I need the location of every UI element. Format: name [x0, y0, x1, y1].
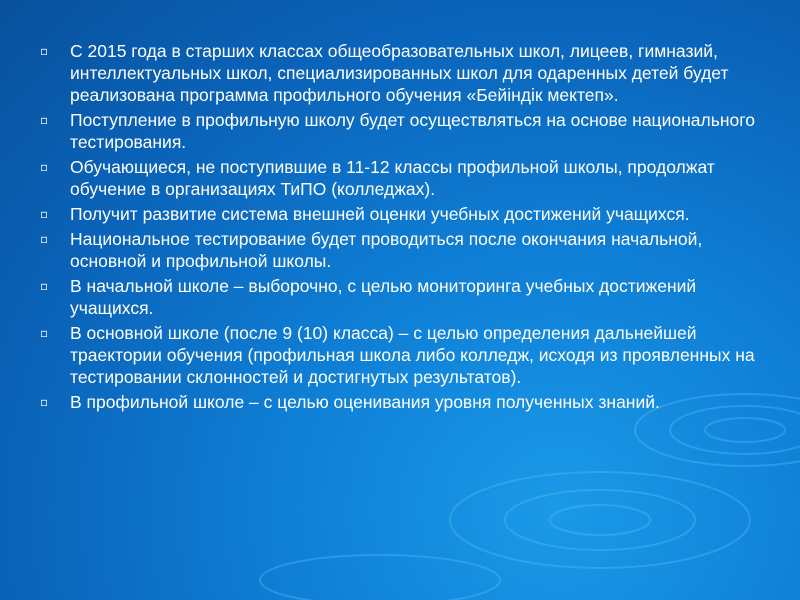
bullet-list: [40, 40, 780, 416]
list-item: ▫ Поступление в профильную школу будет осуществляться на основе национального тестирования.: [40, 110, 755, 152]
bullet-square-icon: ▫: [40, 44, 49, 58]
list-item: ▫ Обучающиеся, не поступившие в 11-12 классы профильной школы, продолжат обучение в организациях ТиПО (колледжах).: [40, 157, 715, 199]
bullet-square-icon: ▫: [40, 160, 49, 174]
bullet-square-icon: ▫: [40, 395, 49, 409]
list-item: ▫ Получит развитие система внешней оценки учебных достижений учащихся.: [40, 204, 690, 224]
bullet-square-icon: ▫: [40, 207, 49, 221]
list-item: ▫ В начальной школе – выборочно, с целью мониторинга учебных достижений учащихся.: [40, 276, 697, 318]
bullet-square-icon: ▫: [40, 232, 49, 246]
list-item: ▫ В основной школе (после 9 (10) класса) – с целью определения дальнейшей траектории обучения (профильная школа либо колледж, исходя из проявленных на тестировании склонностей и достигнутых результатов).: [40, 323, 755, 387]
list-item: ▫ Национальное тестирование будет проводиться после окончания начальной, основной и профильной школы.: [40, 229, 703, 271]
bullet-square-icon: ▫: [40, 326, 49, 340]
bullet-square-icon: ▫: [40, 279, 49, 293]
list-item: ▫ В профильной школе – с целью оценивания уровня полученных знаний.: [40, 392, 660, 412]
bullet-square-icon: ▫: [40, 113, 49, 127]
list-item: ▫ С 2015 года в старших классах общеобразовательных школ, лицеев, гимназий, интеллектуальных школ, специализированных школ для одаренных детей будет реализована программа профильного обучения «Бейіндік мектеп».: [40, 41, 729, 105]
